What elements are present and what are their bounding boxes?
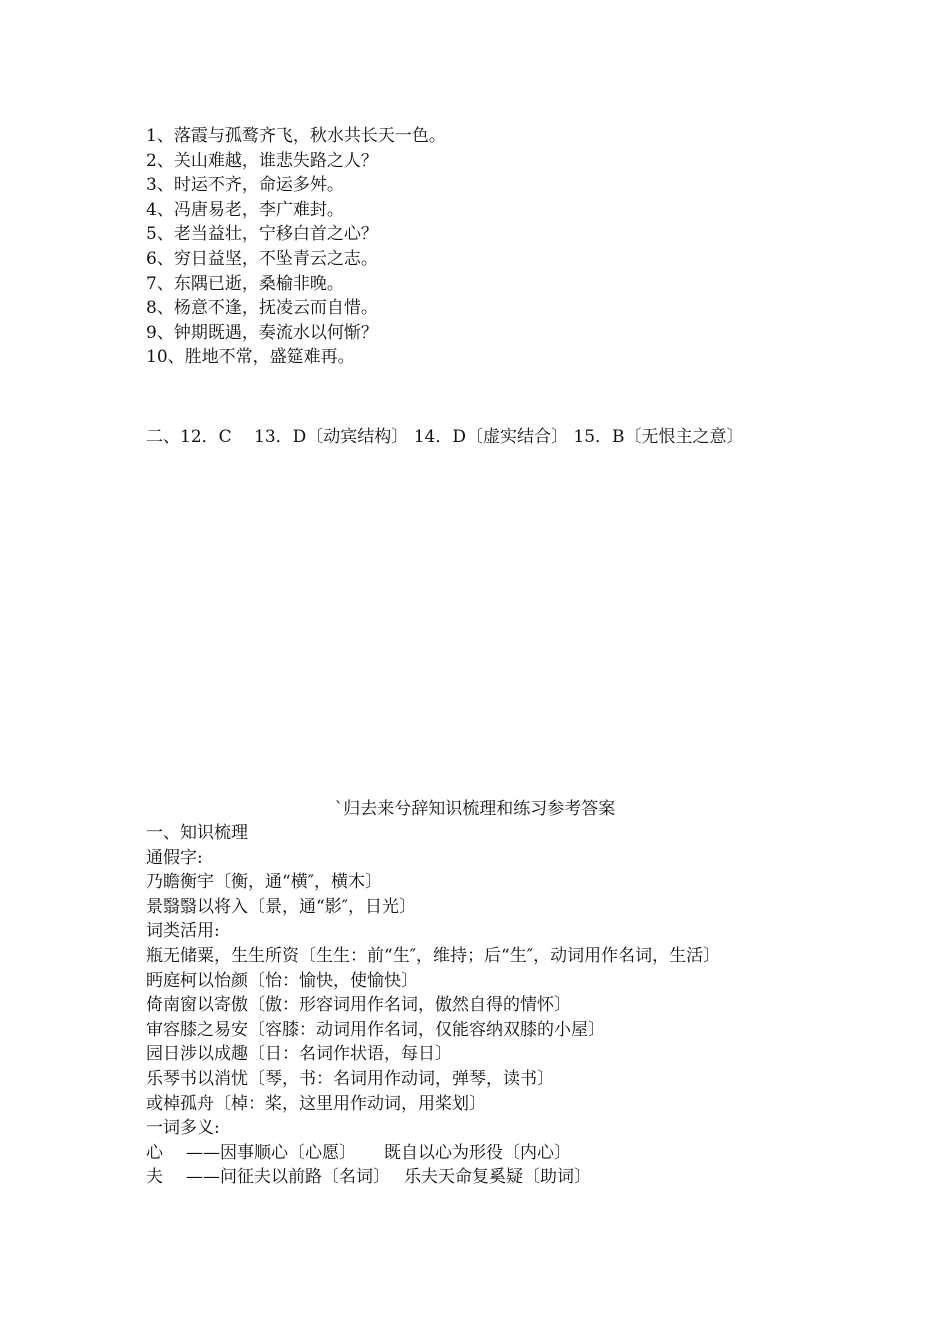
polysemy-char: 夫: [146, 1167, 163, 1188]
polysemy-second: 既自以心为形役〔内心〕: [384, 1142, 571, 1163]
list-item: 2、关山难越，谁悲失路之人？: [146, 150, 378, 171]
list-item: 7、东隅已逝，桑榆非晚。: [146, 273, 344, 294]
note-item: 景翳翳以将入〔景，通“影″，日光〕: [146, 896, 417, 917]
note-item: 园日涉以成趣〔日：名词作状语，每日〕: [146, 1044, 452, 1065]
subsection-heading-cilei: 词类活用:: [146, 921, 220, 942]
list-item: 8、杨意不逢，抚凌云而自惜。: [146, 298, 378, 319]
polysemy-second: 乐夫天命复奚疑〔助词〕: [404, 1167, 591, 1188]
note-item: 眄庭柯以怡颜〔怡：愉快，使愉快〕: [146, 970, 418, 991]
polysemy-first: ——因事顺心〔心愿〕: [186, 1142, 356, 1163]
knowledge-notes: [146, 821, 806, 1190]
subsection-heading-tongjia: 通假字:: [146, 847, 203, 868]
polysemy-row: [146, 1165, 806, 1190]
answer-key-line: 二、12．C 13．D〔动宾结构〕 14．D〔虚实结合〕 15．B〔无恨主之意〕: [146, 427, 744, 447]
polysemy-char: 心: [146, 1142, 163, 1163]
list-item: 6、穷日益坚，不坠青云之志。: [146, 248, 378, 269]
list-item: 9、钟期既遇，奏流水以何惭？: [146, 322, 378, 343]
list-item: 10、胜地不常，盛筵难再。: [146, 347, 355, 368]
note-item: 审容膝之易安〔容膝：动词用作名词，仅能容纳双膝的小屋〕: [146, 1019, 605, 1040]
note-item: 倚南窗以寄傲〔傲：形容词用作名词，傲然自得的情怀〕: [146, 995, 571, 1016]
subsection-heading-yici: 一词多义:: [146, 1118, 220, 1139]
note-item: 瓶无储粟，生生所资〔生生：前“生″，维持；后“生″，动词用作名词，生活〕: [146, 945, 721, 966]
list-item: 5、老当益壮，宁移白首之心？: [146, 224, 378, 245]
list-item: 3、时运不齐，命运多舛。: [146, 175, 344, 196]
document-title: `归去来兮辞知识梳理和练习参考答案: [334, 799, 616, 819]
polysemy-row: [146, 1141, 806, 1166]
list-item: 4、冯唐易老，李广难封。: [146, 199, 344, 220]
quote-list: [146, 124, 806, 370]
note-item: 乐琴书以消忧〔琴，书：名词用作动词，弹琴，读书〕: [146, 1068, 554, 1089]
list-item: 1、落霞与孤鹜齐飞，秋水共长天一色。: [146, 126, 446, 146]
section-heading: 一、知识梳理: [146, 823, 248, 843]
polysemy-first: ——问征夫以前路〔名词〕: [186, 1167, 390, 1188]
note-item: 或棹孤舟〔棹：桨，这里用作动词，用桨划〕: [146, 1093, 486, 1114]
note-item: 乃瞻衡宇〔衡，通“横″，横木〕: [146, 872, 383, 893]
